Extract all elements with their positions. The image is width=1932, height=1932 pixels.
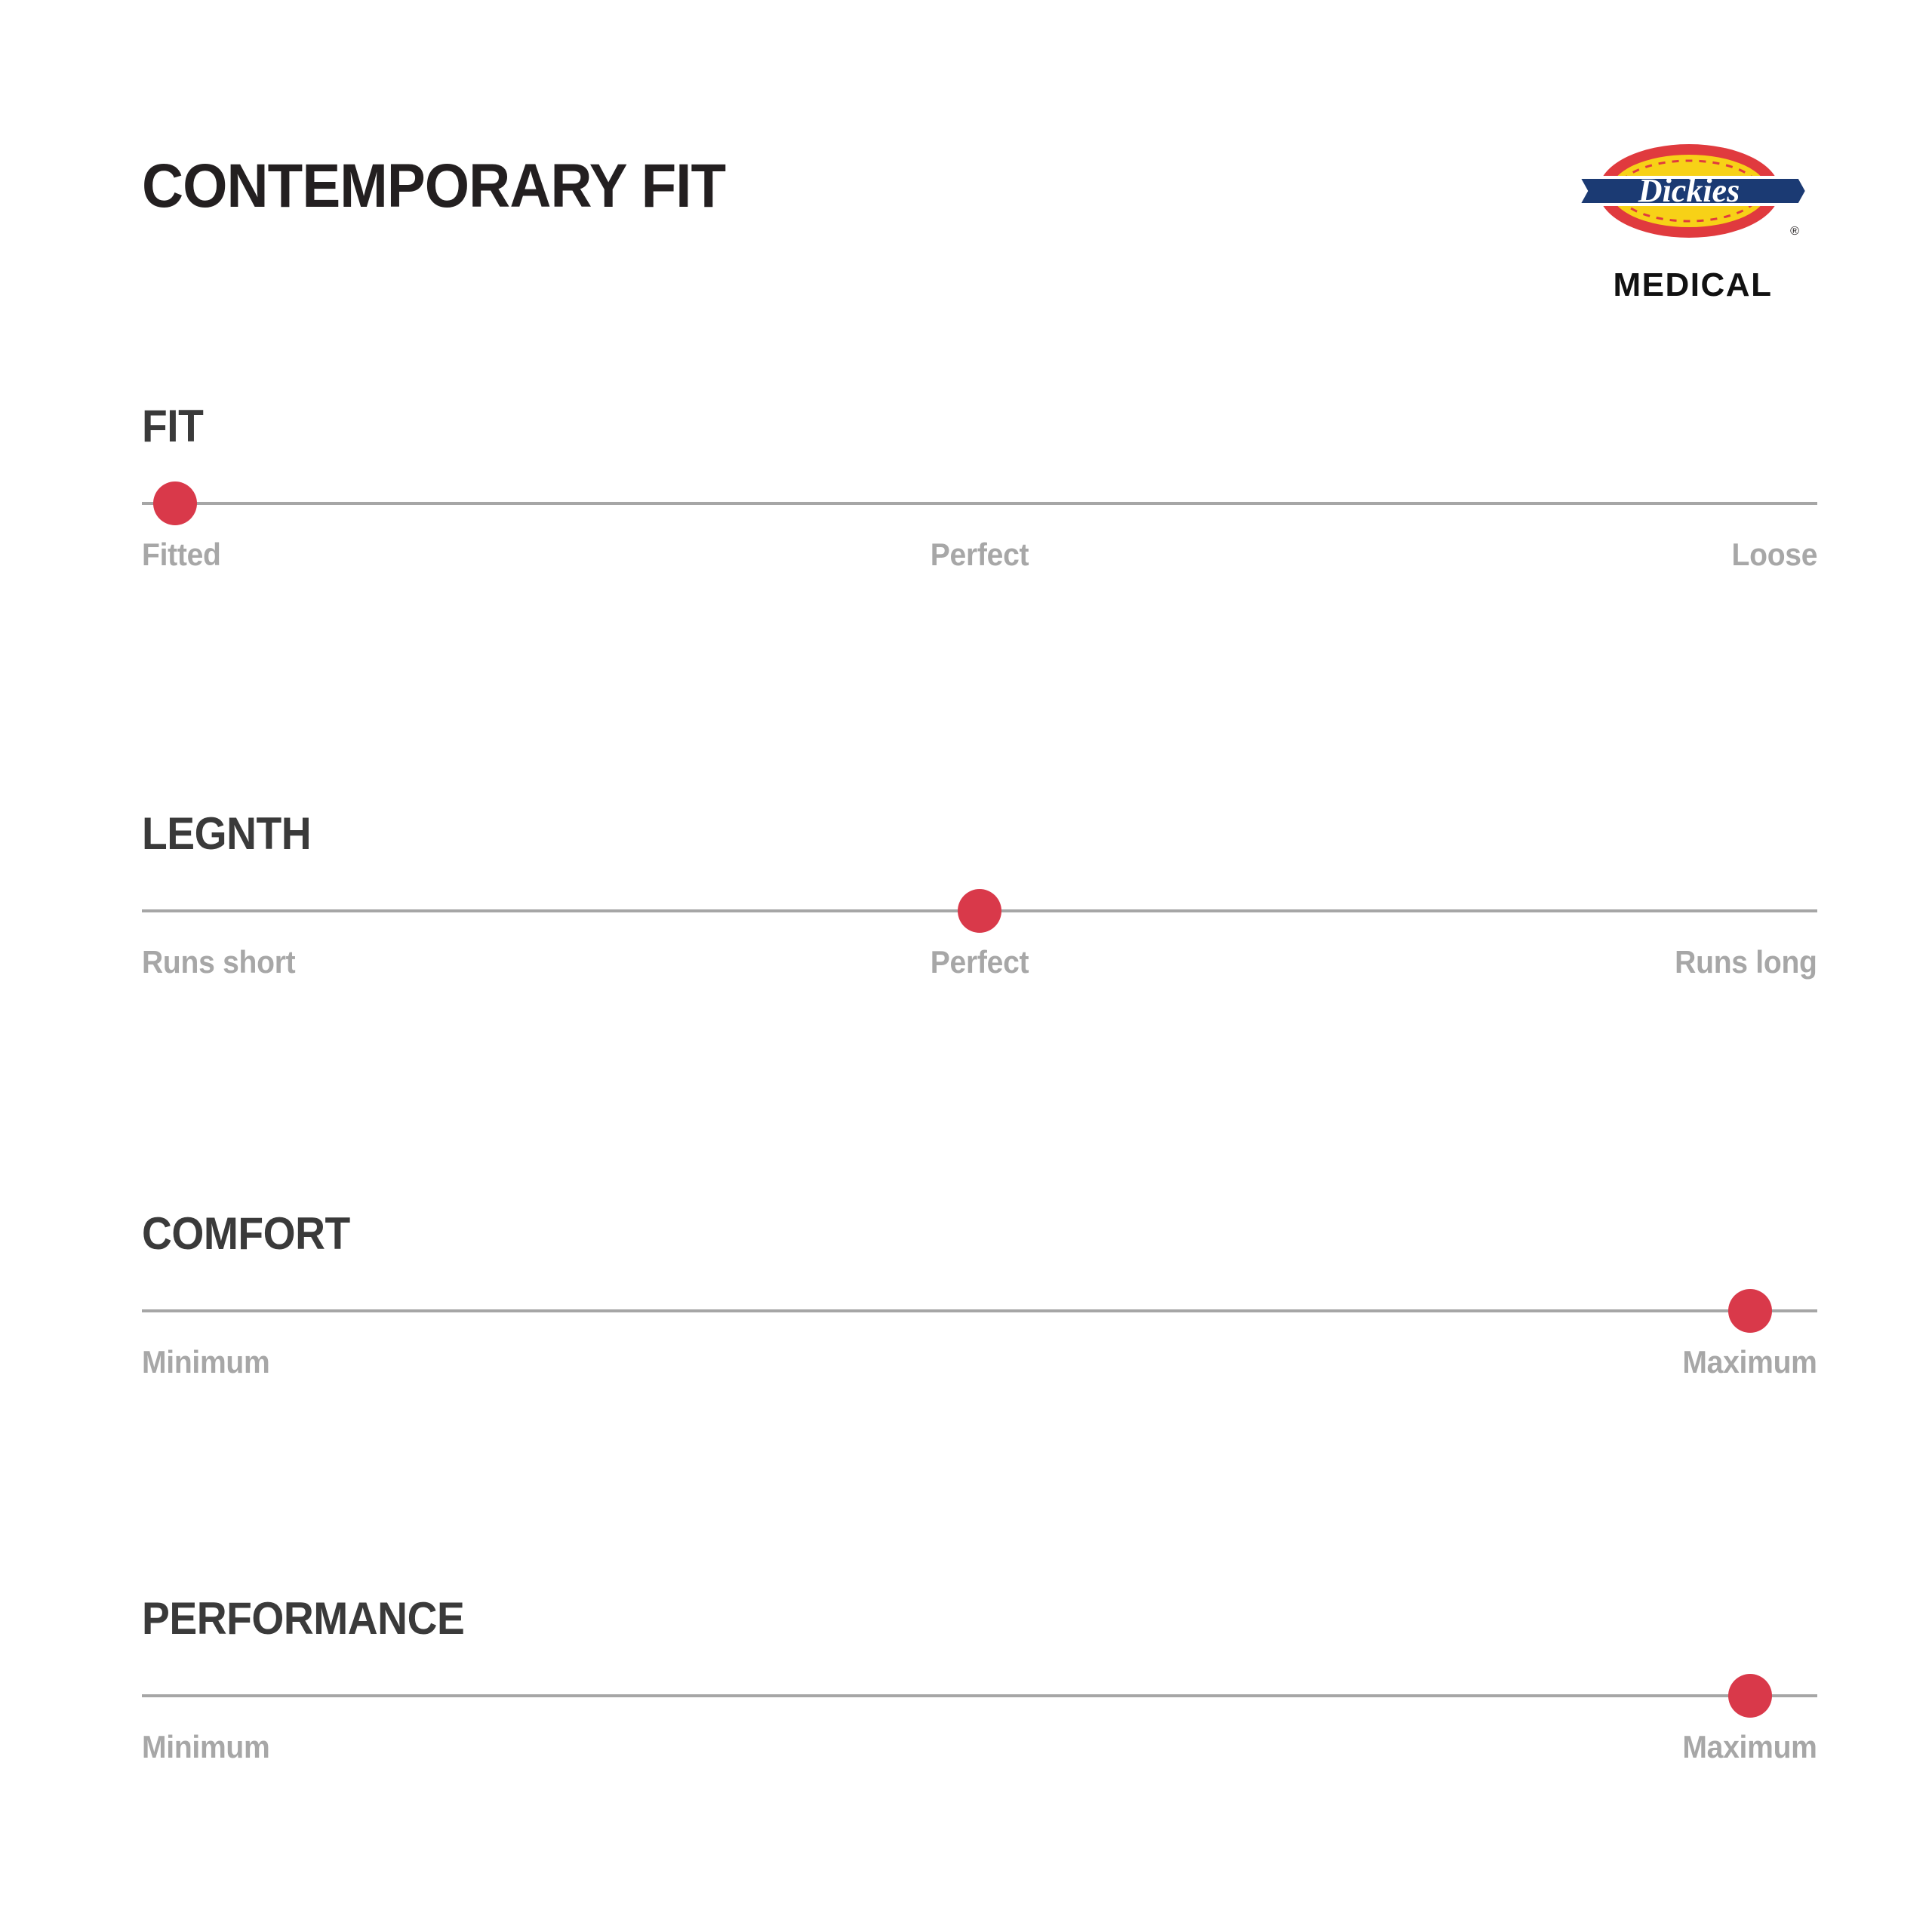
slider-track — [142, 502, 1817, 505]
metric-comfort-label: COMFORT — [142, 1208, 350, 1259]
scale-label-left: Minimum — [142, 1729, 270, 1764]
metric-fit-slider[interactable] — [142, 481, 1817, 526]
metric-comfort — [142, 1208, 1817, 1389]
metric-fit-scale — [142, 537, 1817, 582]
slider-knob[interactable] — [1728, 1289, 1772, 1333]
scale-label-right: Runs long — [1675, 944, 1817, 980]
slider-track — [142, 1694, 1817, 1697]
slider-knob[interactable] — [958, 889, 1001, 933]
svg-text:®: ® — [1790, 225, 1799, 238]
metric-length-slider[interactable] — [142, 888, 1817, 934]
scale-label-left: Minimum — [142, 1344, 270, 1380]
page-title: CONTEMPORARY FIT — [142, 152, 726, 220]
scale-label-right: Maximum — [1682, 1729, 1817, 1764]
metric-performance-scale — [142, 1729, 1817, 1774]
brand-logo — [1568, 132, 1817, 304]
metric-length — [142, 808, 1817, 989]
metric-fit-label: FIT — [142, 401, 204, 451]
scale-label-mid: Perfect — [930, 944, 1029, 980]
metric-performance — [142, 1592, 1817, 1774]
metric-length-scale — [142, 944, 1817, 989]
slider-knob[interactable] — [153, 481, 197, 525]
scale-label-left: Runs short — [142, 944, 296, 980]
logo-subtitle: MEDICAL — [1613, 266, 1773, 303]
scale-label-left: Fitted — [142, 537, 221, 572]
metric-length-label: LEGNTH — [142, 808, 312, 859]
metric-comfort-scale — [142, 1344, 1817, 1389]
scale-label-right: Maximum — [1682, 1344, 1817, 1380]
metric-fit — [142, 400, 1817, 582]
scale-label-mid: Perfect — [930, 537, 1029, 572]
svg-text:Dickies: Dickies — [1638, 172, 1740, 209]
dickies-logo-icon — [1568, 132, 1817, 253]
metric-performance-label: PERFORMANCE — [142, 1593, 465, 1644]
metric-performance-slider[interactable] — [142, 1673, 1817, 1718]
page-header — [142, 132, 1817, 328]
metric-comfort-slider[interactable] — [142, 1288, 1817, 1334]
scale-label-right: Loose — [1731, 537, 1817, 572]
slider-track — [142, 1309, 1817, 1312]
slider-knob[interactable] — [1728, 1674, 1772, 1718]
